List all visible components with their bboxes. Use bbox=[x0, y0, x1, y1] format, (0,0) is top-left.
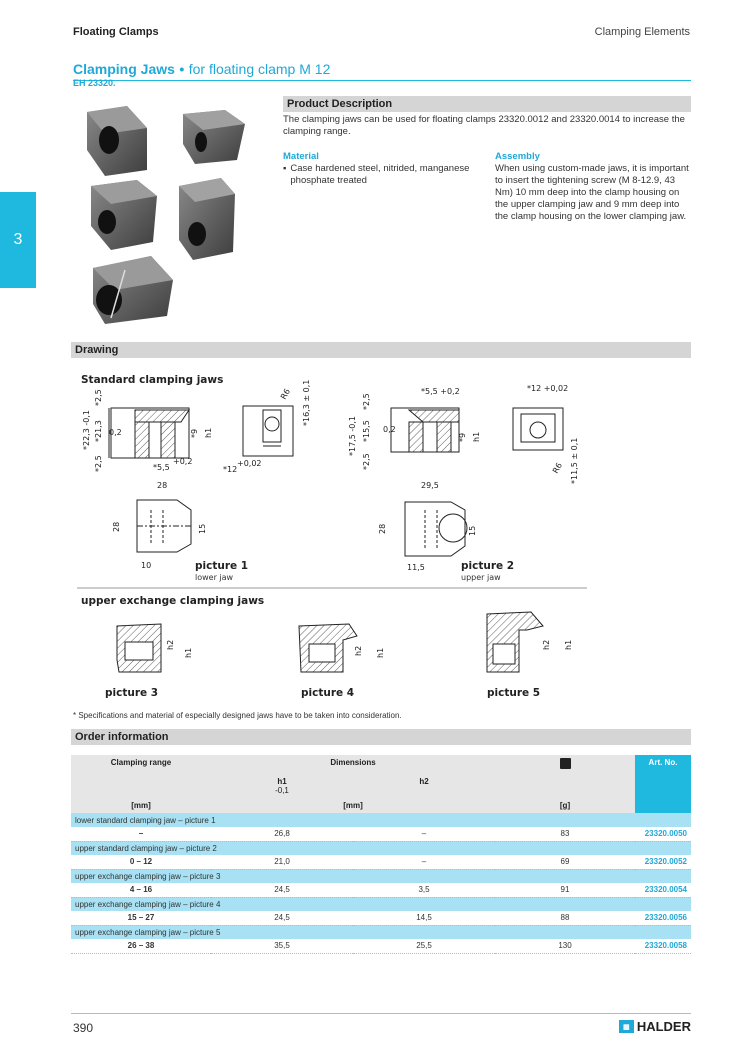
dim-5-5: *5,5 bbox=[153, 463, 170, 472]
weight-cell: 91 bbox=[495, 883, 635, 897]
col-h2: h2 bbox=[353, 774, 495, 798]
dim-h1-p3: h1 bbox=[184, 647, 193, 658]
range-cell: 15 – 27 bbox=[71, 911, 211, 925]
range-cell: – bbox=[71, 827, 211, 841]
dim-0-2: 0,2 bbox=[109, 428, 122, 437]
material-heading: Material bbox=[283, 151, 319, 162]
order-information-heading: Order information bbox=[71, 729, 691, 745]
unit-range: [mm] bbox=[71, 798, 211, 813]
dim-h2-p3: h2 bbox=[166, 639, 175, 650]
chapter-tab[interactable] bbox=[0, 192, 36, 288]
range-cell: 26 – 38 bbox=[71, 939, 211, 953]
product-description-heading: Product Description bbox=[283, 96, 691, 112]
h2-cell: 3,5 bbox=[353, 883, 495, 897]
dim-29-5: 29,5 bbox=[421, 481, 439, 490]
dim-9-p2: *9 bbox=[458, 432, 467, 442]
picture-1-subcaption: lower jaw bbox=[195, 573, 234, 582]
title-bullet: • bbox=[179, 61, 185, 77]
assembly-heading: Assembly bbox=[495, 151, 540, 162]
photo-jaw-5 bbox=[93, 256, 173, 324]
h2-cell: – bbox=[353, 855, 495, 869]
dim-16-3: *16,3 ± 0,1 bbox=[302, 379, 311, 426]
art-no-cell: 23320.0050 bbox=[635, 827, 691, 841]
dim-r6-p2: R6 bbox=[550, 461, 565, 475]
product-code: EH 23320. bbox=[73, 78, 116, 88]
table-row bbox=[71, 855, 691, 869]
weight-cell: 130 bbox=[495, 939, 635, 953]
dim-5-5-p2: *5,5 +0,2 bbox=[421, 387, 460, 396]
assembly-text: When using custom-made jaws, it is important to insert the tightening screw (M 8-12.9, 43 Nm) 10 mm deep into the clamp housing on the upper clamping jaw and 9 mm deep into the clamp housing on the lower clamping jaw. bbox=[495, 163, 689, 222]
dim-h1-p4: h1 bbox=[376, 647, 385, 658]
picture-1-top-view bbox=[137, 500, 191, 552]
photo-jaw-1 bbox=[87, 106, 147, 176]
group-row: upper standard clamping jaw – picture 2 bbox=[71, 841, 691, 855]
unit-dimensions: [mm] bbox=[211, 798, 495, 813]
dim-15-p2: 15 bbox=[468, 525, 477, 536]
dim-15-5: *15,5 bbox=[362, 420, 371, 442]
material-text: Case hardened steel, nitrided, manganese phosphate treated bbox=[290, 163, 470, 186]
dim-0-2-p2: 0,2 bbox=[383, 425, 396, 434]
picture-1-caption: picture 1 bbox=[195, 560, 249, 572]
dim-28-h: 28 bbox=[112, 521, 121, 532]
photo-jaw-3 bbox=[91, 180, 157, 250]
dim-2-5-p2-top: *2,5 bbox=[362, 393, 371, 410]
chapter-tab-number: 3 bbox=[13, 231, 23, 248]
picture-3-view bbox=[117, 624, 161, 672]
table-row bbox=[71, 939, 691, 953]
dim-11-5: *11,5 ± 0,1 bbox=[570, 437, 579, 484]
picture-5-view bbox=[487, 612, 543, 672]
title-subtitle: for floating clamp M 12 bbox=[188, 61, 331, 77]
picture-2-side-view bbox=[513, 408, 563, 450]
page-number: 390 bbox=[73, 1021, 94, 1035]
logo-mark-icon: ▦ bbox=[619, 1020, 634, 1033]
drawing-heading: Drawing bbox=[71, 342, 691, 358]
dim-h1: h1 bbox=[204, 427, 213, 438]
product-photos bbox=[75, 100, 275, 330]
weight-cell: 88 bbox=[495, 911, 635, 925]
footer-divider bbox=[71, 1013, 691, 1014]
picture-5-caption: picture 5 bbox=[487, 687, 541, 699]
range-cell: 0 – 12 bbox=[71, 855, 211, 869]
photo-jaw-4 bbox=[179, 178, 235, 260]
h1-cell: 26,8 bbox=[211, 827, 353, 841]
group-row: upper exchange clamping jaw – picture 5 bbox=[71, 925, 691, 939]
h2-cell: 25,5 bbox=[353, 939, 495, 953]
unit-weight: [g] bbox=[495, 798, 635, 813]
assembly-block bbox=[495, 151, 695, 223]
picture-2-section-view bbox=[391, 408, 459, 452]
dim-11-5-w: 11,5 bbox=[407, 563, 425, 572]
dim-12: *12 bbox=[223, 465, 238, 474]
picture-3-caption: picture 3 bbox=[105, 687, 159, 699]
table-row bbox=[71, 883, 691, 897]
dim-28-w: 28 bbox=[157, 481, 168, 490]
dim-2-5-bottom: *2,5 bbox=[94, 455, 103, 472]
dim-28-p2: 28 bbox=[378, 523, 387, 534]
weight-icon bbox=[560, 758, 571, 769]
picture-4-view bbox=[299, 624, 357, 672]
dim-h2-p4: h2 bbox=[354, 645, 363, 656]
dim-9: *9 bbox=[190, 428, 199, 438]
table-row bbox=[71, 911, 691, 925]
picture-1-side-view bbox=[243, 406, 293, 456]
picture-4-caption: picture 4 bbox=[301, 687, 355, 699]
table-row bbox=[71, 827, 691, 841]
group-row: upper exchange clamping jaw – picture 4 bbox=[71, 897, 691, 911]
product-description-text: The clamping jaws can be used for floating clamps 23320.0012 and 23320.0014 to increase the clamping range. bbox=[283, 114, 685, 137]
art-no-cell: 23320.0056 bbox=[635, 911, 691, 925]
dim-22-3: *22,3 -0,1 bbox=[82, 410, 91, 450]
art-no-cell: 23320.0054 bbox=[635, 883, 691, 897]
col-dimensions: Dimensions bbox=[211, 755, 495, 774]
col-weight bbox=[495, 755, 635, 774]
dim-2-5-top: *2,5 bbox=[94, 389, 103, 406]
header-section-title: Floating Clamps bbox=[73, 26, 159, 38]
title-main: Clamping Jaws bbox=[73, 61, 175, 77]
photo-jaw-2 bbox=[183, 110, 245, 164]
h1-cell: 21,0 bbox=[211, 855, 353, 869]
picture-2-top-view bbox=[405, 502, 467, 556]
dim-17-5: *17,5 -0,1 bbox=[348, 416, 357, 456]
picture-2-subcaption: upper jaw bbox=[461, 573, 501, 582]
weight-cell: 69 bbox=[495, 855, 635, 869]
h2-cell: – bbox=[353, 827, 495, 841]
art-no-cell: 23320.0058 bbox=[635, 939, 691, 953]
weight-cell: 83 bbox=[495, 827, 635, 841]
footnote: * Specifications and material of especially designed jaws have to be taken into consideration. bbox=[73, 711, 402, 720]
dim-12-p2: *12 +0,02 bbox=[527, 384, 569, 393]
dim-plus-0-2: +0,2 bbox=[173, 457, 193, 466]
h2-cell: 14,5 bbox=[353, 911, 495, 925]
halder-logo bbox=[619, 1019, 691, 1034]
col-h1: h1 -0,1 bbox=[211, 774, 353, 798]
exchange-jaws-label: upper exchange clamping jaws bbox=[81, 595, 265, 607]
material-block bbox=[283, 151, 473, 187]
range-cell: 4 – 16 bbox=[71, 883, 211, 897]
dim-r6: R6 bbox=[278, 387, 293, 401]
standard-jaws-label: Standard clamping jaws bbox=[81, 374, 224, 386]
order-table bbox=[71, 755, 691, 954]
col-clamping-range: Clamping range bbox=[71, 755, 211, 774]
dim-h1-p5: h1 bbox=[564, 639, 573, 650]
group-row: upper exchange clamping jaw – picture 3 bbox=[71, 869, 691, 883]
dim-h1-p2: h1 bbox=[472, 431, 481, 442]
art-no-cell: 23320.0052 bbox=[635, 855, 691, 869]
dim-plus-0-02: +0,02 bbox=[237, 459, 262, 468]
h1-cell: 35,5 bbox=[211, 939, 353, 953]
dim-10: 10 bbox=[141, 561, 152, 570]
group-row: lower standard clamping jaw – picture 1 bbox=[71, 813, 691, 827]
logo-text: HALDER bbox=[636, 1019, 691, 1034]
dim-2-5-p2-bottom: *2,5 bbox=[362, 453, 371, 470]
dim-15: 15 bbox=[198, 523, 207, 534]
header-chapter-title: Clamping Elements bbox=[594, 26, 690, 38]
bullet-icon: ▪ bbox=[283, 163, 287, 174]
technical-drawing bbox=[73, 360, 691, 705]
col-art-no: Art. No. bbox=[635, 755, 691, 774]
dim-h2-p5: h2 bbox=[542, 639, 551, 650]
dim-21-3: *21,3 bbox=[94, 420, 103, 442]
picture-2-caption: picture 2 bbox=[461, 560, 515, 572]
h1-cell: 24,5 bbox=[211, 911, 353, 925]
h1-cell: 24,5 bbox=[211, 883, 353, 897]
page-title bbox=[73, 61, 691, 81]
